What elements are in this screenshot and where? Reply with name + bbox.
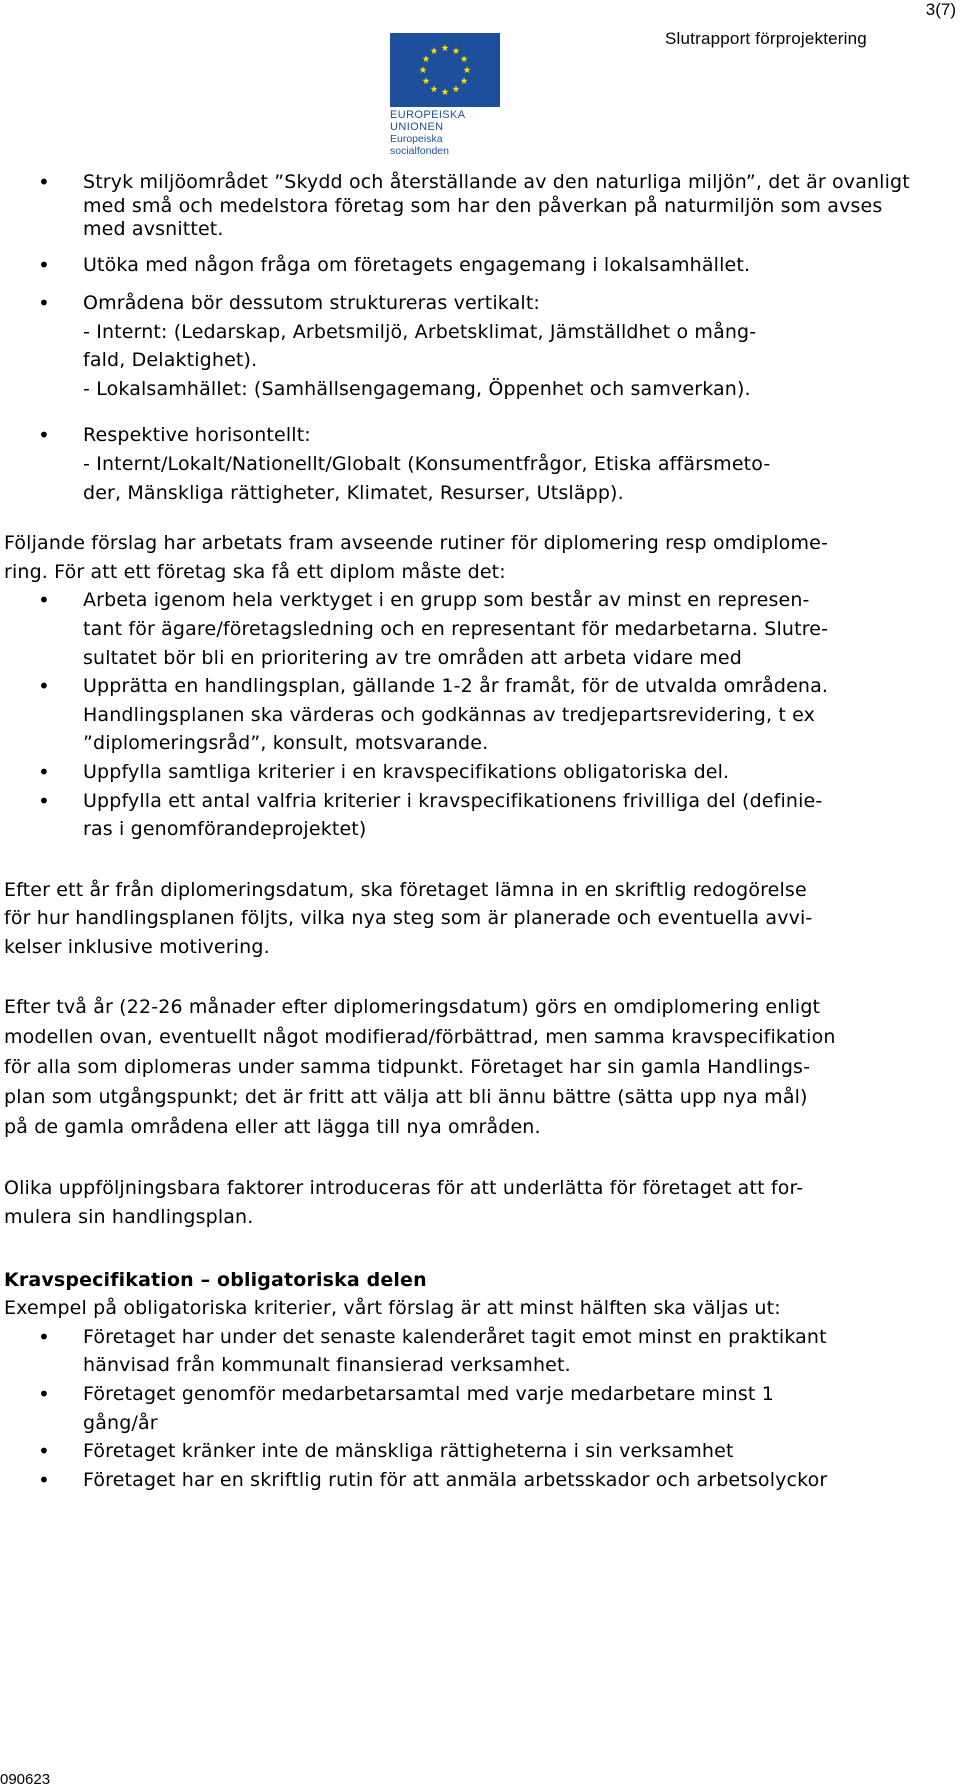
eu-star-icon	[460, 55, 467, 62]
eu-star-icon	[441, 44, 448, 51]
change-proposal-list	[4, 171, 914, 507]
list-item: • Utöka med någon fråga om företagets engagemang i lokalsamhället.	[4, 254, 914, 278]
eu-logo-text	[390, 109, 502, 157]
list-item: • Företaget genomför medarbetarsamtal med varje medarbetare minst 1 gång/år	[4, 1380, 914, 1437]
eu-logo-line1: EUROPEISKA UNIONEN	[390, 109, 465, 133]
eu-logo-line2: Europeiska socialfonden	[390, 133, 449, 157]
list-item: • Områdena bör dessutom struktureras vertikalt: - Internt: (Ledarskap, Arbetsmiljö, Arbetsklimat, Jämställdhet o mång- fald, Delaktighet). - Lokalsamhället: (Samhällsengagemang, Öppenhet och samverkan).	[4, 289, 914, 403]
list-item: • Uppfylla ett antal valfria kriterier i kravspecifikationens frivilliga del (definie- ras i genomförandeprojektet)	[4, 787, 914, 844]
list-item: • Företaget har under det senaste kalenderåret tagit emot minst en praktikant hänvisad från kommunalt finansierad verksamhet.	[4, 1323, 914, 1380]
follow-up-paragraph: Efter ett år från diplomeringsdatum, ska företaget lämna in en skriftlig redogörelse för hur handlingsplanen följts, vilka nya steg som är planerade och eventuella avvi- kelser inklusive motivering.	[4, 878, 813, 958]
diploma-intro-paragraph: Följande förslag har arbetats fram avseende rutiner för diplomering resp omdiplome- ring. För att ett företag ska få ett diplom måste det:	[4, 532, 828, 583]
re-diploma-paragraph: Efter två år (22-26 månader efter diplomeringsdatum) görs en omdiplomering enligt modellen ovan, eventuellt något modifierad/förbättrad, men samma kravspecifikation för alla som diplomeras under samma tidpunkt. Företaget har sin gamla Handlings- plan som utgångspunkt; det är fritt att välja att bli ännu bättre (sätta upp nya mål) på de gamla områdena eller att lägga till nya områden.	[4, 996, 836, 1139]
list-item: • Upprätta en handlingsplan, gällande 1-2 år framåt, för de utvalda områdena. Handlingsplanen ska värderas och godkännas av tredjepartsrevidering, t ex ”diplomeringsråd”, konsult, motsvarande.	[4, 672, 914, 758]
page-number: 3(7)	[925, 0, 956, 19]
eu-star-icon	[430, 47, 437, 54]
eu-star-icon	[463, 66, 470, 73]
list-item: • Stryk miljöområdet ”Skydd och återställande av den naturliga miljön”, det är ovanligt med små och medelstora företag som har den påverkan på naturmiljön som avses med avsnittet.	[4, 171, 914, 242]
list-item: • Företaget kränker inte de mänskliga rättigheterna i sin verksamhet	[4, 1437, 914, 1466]
footer-date: 090623	[0, 1771, 51, 1788]
eu-star-icon	[452, 47, 459, 54]
eu-logo	[390, 33, 502, 157]
mandatory-criteria-list	[4, 1323, 914, 1495]
eu-star-icon	[460, 77, 467, 84]
eu-flag-icon	[390, 33, 500, 107]
document-body	[4, 171, 914, 1494]
eu-star-icon	[422, 77, 429, 84]
list-item: • Uppfylla samtliga kriterier i en kravspecifikations obligatoriska del.	[4, 758, 914, 787]
document-title: Slutrapport förprojektering	[665, 29, 867, 48]
eu-star-icon	[452, 85, 459, 92]
factors-paragraph: Olika uppföljningsbara faktorer introduceras för att underlätta för företaget att for- mulera sin handlingsplan.	[4, 1177, 804, 1229]
eu-star-icon	[422, 55, 429, 62]
section-intro: Exempel på obligatoriska kriterier, vårt förslag är att minst hälften ska väljas ut:	[4, 1297, 781, 1320]
eu-star-icon	[419, 66, 426, 73]
list-item: • Arbeta igenom hela verktyget i en grupp som består av minst en represen- tant för ägare/företagsledning och en representant för medarbetarna. Slutre- sultatet bör bli en prioritering av tre områden att arbeta vidare med	[4, 586, 914, 672]
diploma-requirements-list	[4, 586, 914, 843]
list-item: • Respektive horisontellt: - Internt/Lokalt/Nationellt/Globalt (Konsumentfrågor, Etiska affärsmeto- der, Mänskliga rättigheter, Klimatet, Resurser, Utsläpp).	[4, 421, 914, 507]
eu-star-icon	[441, 88, 448, 95]
list-item: • Företaget har en skriftlig rutin för att anmäla arbetsskador och arbetsolyckor	[4, 1466, 914, 1495]
eu-star-icon	[430, 85, 437, 92]
section-heading: Kravspecifikation – obligatoriska delen	[4, 1268, 427, 1291]
